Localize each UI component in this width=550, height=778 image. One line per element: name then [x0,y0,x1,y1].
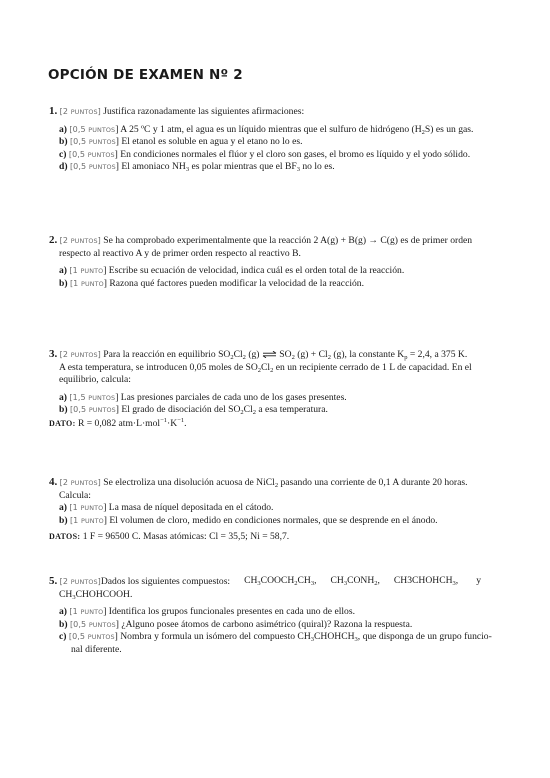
subquestion-b: b) [0,5 PUNTOS] El grado de disociación del $SO_2Cl_2$ a esa temperatura. [59,404,328,416]
points-label: [2 PUNTOS] [59,577,101,586]
subquestion-a: a) [1,5 PUNTOS] Las presiones parciales de cada uno de los gases presentes. [59,391,347,403]
compound-1: $CH_3COOCH_2CH_3$, [244,575,317,587]
question-number: 3. [49,348,58,360]
question-number: 2. [49,234,58,246]
equilibrium-arrow-icon [262,351,277,358]
points-label: [2 PUNTOS] [59,350,101,359]
subquestion-b: b) [0,5 PUNTOS] ¿Alguno posee átomos de carbono asimétrico (quiral)? Razona la respuesta. [59,618,413,630]
question-2: 2. [2 PUNTOS] Se ha comprobado experimentalmente que la reacción 2 A(g) + B(g) → C(g) es de primer orden respecto al reactivo A y de primer orden respecto al reactivo B. a) [1 PUNTO] Escribe su ecuación de velocidad, indica cuál es el orden total de la reacción. b) [1 PUNTO] Razona qué factores pueden modificar la velocidad de la reacción. [49,234,493,290]
subquestion-b: b) [1 PUNTO] Razona qué factores pueden modificar la velocidad de la reacción. [59,277,364,289]
data-note: DATO: R = 0,082 $atm\cdot L\cdot mol^{-1}\cdot K^{-1}$. [49,416,187,429]
subquestion-b: b) [1 PUNTO] El volumen de cloro, medido en condiciones normales, que se desprende en el ánodo. [59,514,438,526]
question-1 [49,105,493,174]
subquestion-a: a) [1 PUNTO] Escribe su ecuación de velocidad, indica cuál es el orden total de la reacción. [59,265,405,276]
question-number: 1. [49,105,58,117]
subquestion-c: c) [0,5 PUNTOS] En condiciones normales el flúor y el cloro son gases, el bromo es líquido y el yodo sólido. [59,148,471,160]
subquestion-a: a) [0,5 PUNTOS] A 25 ºC y 1 atm, el agua es un líquido mientras que el sulfuro de hidrógeno $(H_2S)$ es un gas. [59,123,474,136]
subquestion-d: d) [0,5 PUNTOS] El amoniaco $NH_3$ es polar mientras que el $BF_3$ no lo es. [59,161,335,173]
points-label: [2 PUNTOS] [59,236,101,245]
question-number: 4. [49,476,58,488]
question-text: respecto al reactivo A y de primer orden respecto al reactivo B. [59,247,301,259]
compound-4: $CH_3CHOHCOOH$. [59,588,133,601]
data-note: DATOS: 1 F = 96500 C. Masas atómicas: Cl = 35,5; Ni = 58,7. [49,531,290,542]
question-3: 3. [2 PUNTOS] Para la reacción en equilibrio $SO_2Cl_2$ (g) $SO_2$ $(g) + Cl_2$ (g), la constante $K_p = 2,4$, a 375 K. A esta temperatura, se introducen 0,05 moles de $SO_2Cl_2$ en un recipiente cerrado de 1 L de capacidad. En el equilibrio, calcula: a) [1,5 PUNTOS] Las presiones parciales de cada uno de los gases presentes. b) [0,5 PUNTOS] El grado de disociación del $SO_2Cl_2$ a esa temperatura. DATO: R = 0,082 $atm\cdot L\cdot mol^{-1}\cdot K^{-1}$. [49,348,493,430]
question-number: 5. [49,575,58,587]
question-5: 5. [2 PUNTOS]Dados los siguientes compuestos: $CH_3COOCH_2CH_3$, $CH_3CONH_2$, $CH3CHOHCH_3$, y $CH_3CHOHCOOH$. a) [1 PUNTO] Identifica los grupos funcionales presentes en cada uno de ellos. b) [0,5 PUNTOS] ¿Alguno posee átomos de carbono asimétrico (quiral)? Razona la respuesta. c) [0,5 PUNTOS] Nombra y formula un isómero del compuesto $CH_3CHOHCH_3$, que disponga de un grupo funcio- nal diferente. [49,575,492,655]
question-4: 4. [2 PUNTOS] Se electroliza una disolución acuosa de NiCl$_2$ pasando una corriente de 0,1 A durante 20 horas. Calcula: a) [1 PUNTO] La masa de níquel depositada en el cátodo. b) [1 PUNTO] El volumen de cloro, medido en condiciones normales, que se desprende en el ánodo. DATOS: 1 F = 96500 C. Masas atómicas: Cl = 35,5; Ni = 58,7. [49,476,493,544]
points-label: [2 PUNTOS] [59,107,101,116]
subquestion-a: a) [1 PUNTO] La masa de níquel depositada en el cátodo. [59,502,274,513]
question-text: Calcula: [59,489,91,501]
question-text: Justifica razonadamente las siguientes afirmaciones: [103,106,305,117]
subquestion-c-continued: nal diferente. [71,643,122,655]
subquestion-c: c) [0,5 PUNTOS] Nombra y formula un isómero del compuesto $CH_3CHOHCH_3$, que disponga de un grupo funcio- [59,631,492,643]
compound-2: $CH_3CONH_2$, [330,575,380,587]
subquestion-a: a) [1 PUNTO] Identifica los grupos funcionales presentes en cada uno de ellos. [59,606,355,617]
points-label: [2 PUNTOS] [59,478,101,487]
question-text: A esta temperatura, se introducen 0,05 moles de $SO_2Cl_2$ en un recipiente cerrado de 1 L de capacidad. En el [59,361,472,374]
page-title: OPCIÓN DE EXAMEN Nº 2 [48,67,243,83]
question-text: equilibrio, calcula: [59,374,131,385]
compound-3: $CH3CHOHCH_3$, y [393,575,481,587]
subquestion-b: b) [0,5 PUNTOS] El etanol es soluble en agua y el etano no lo es. [59,136,303,147]
